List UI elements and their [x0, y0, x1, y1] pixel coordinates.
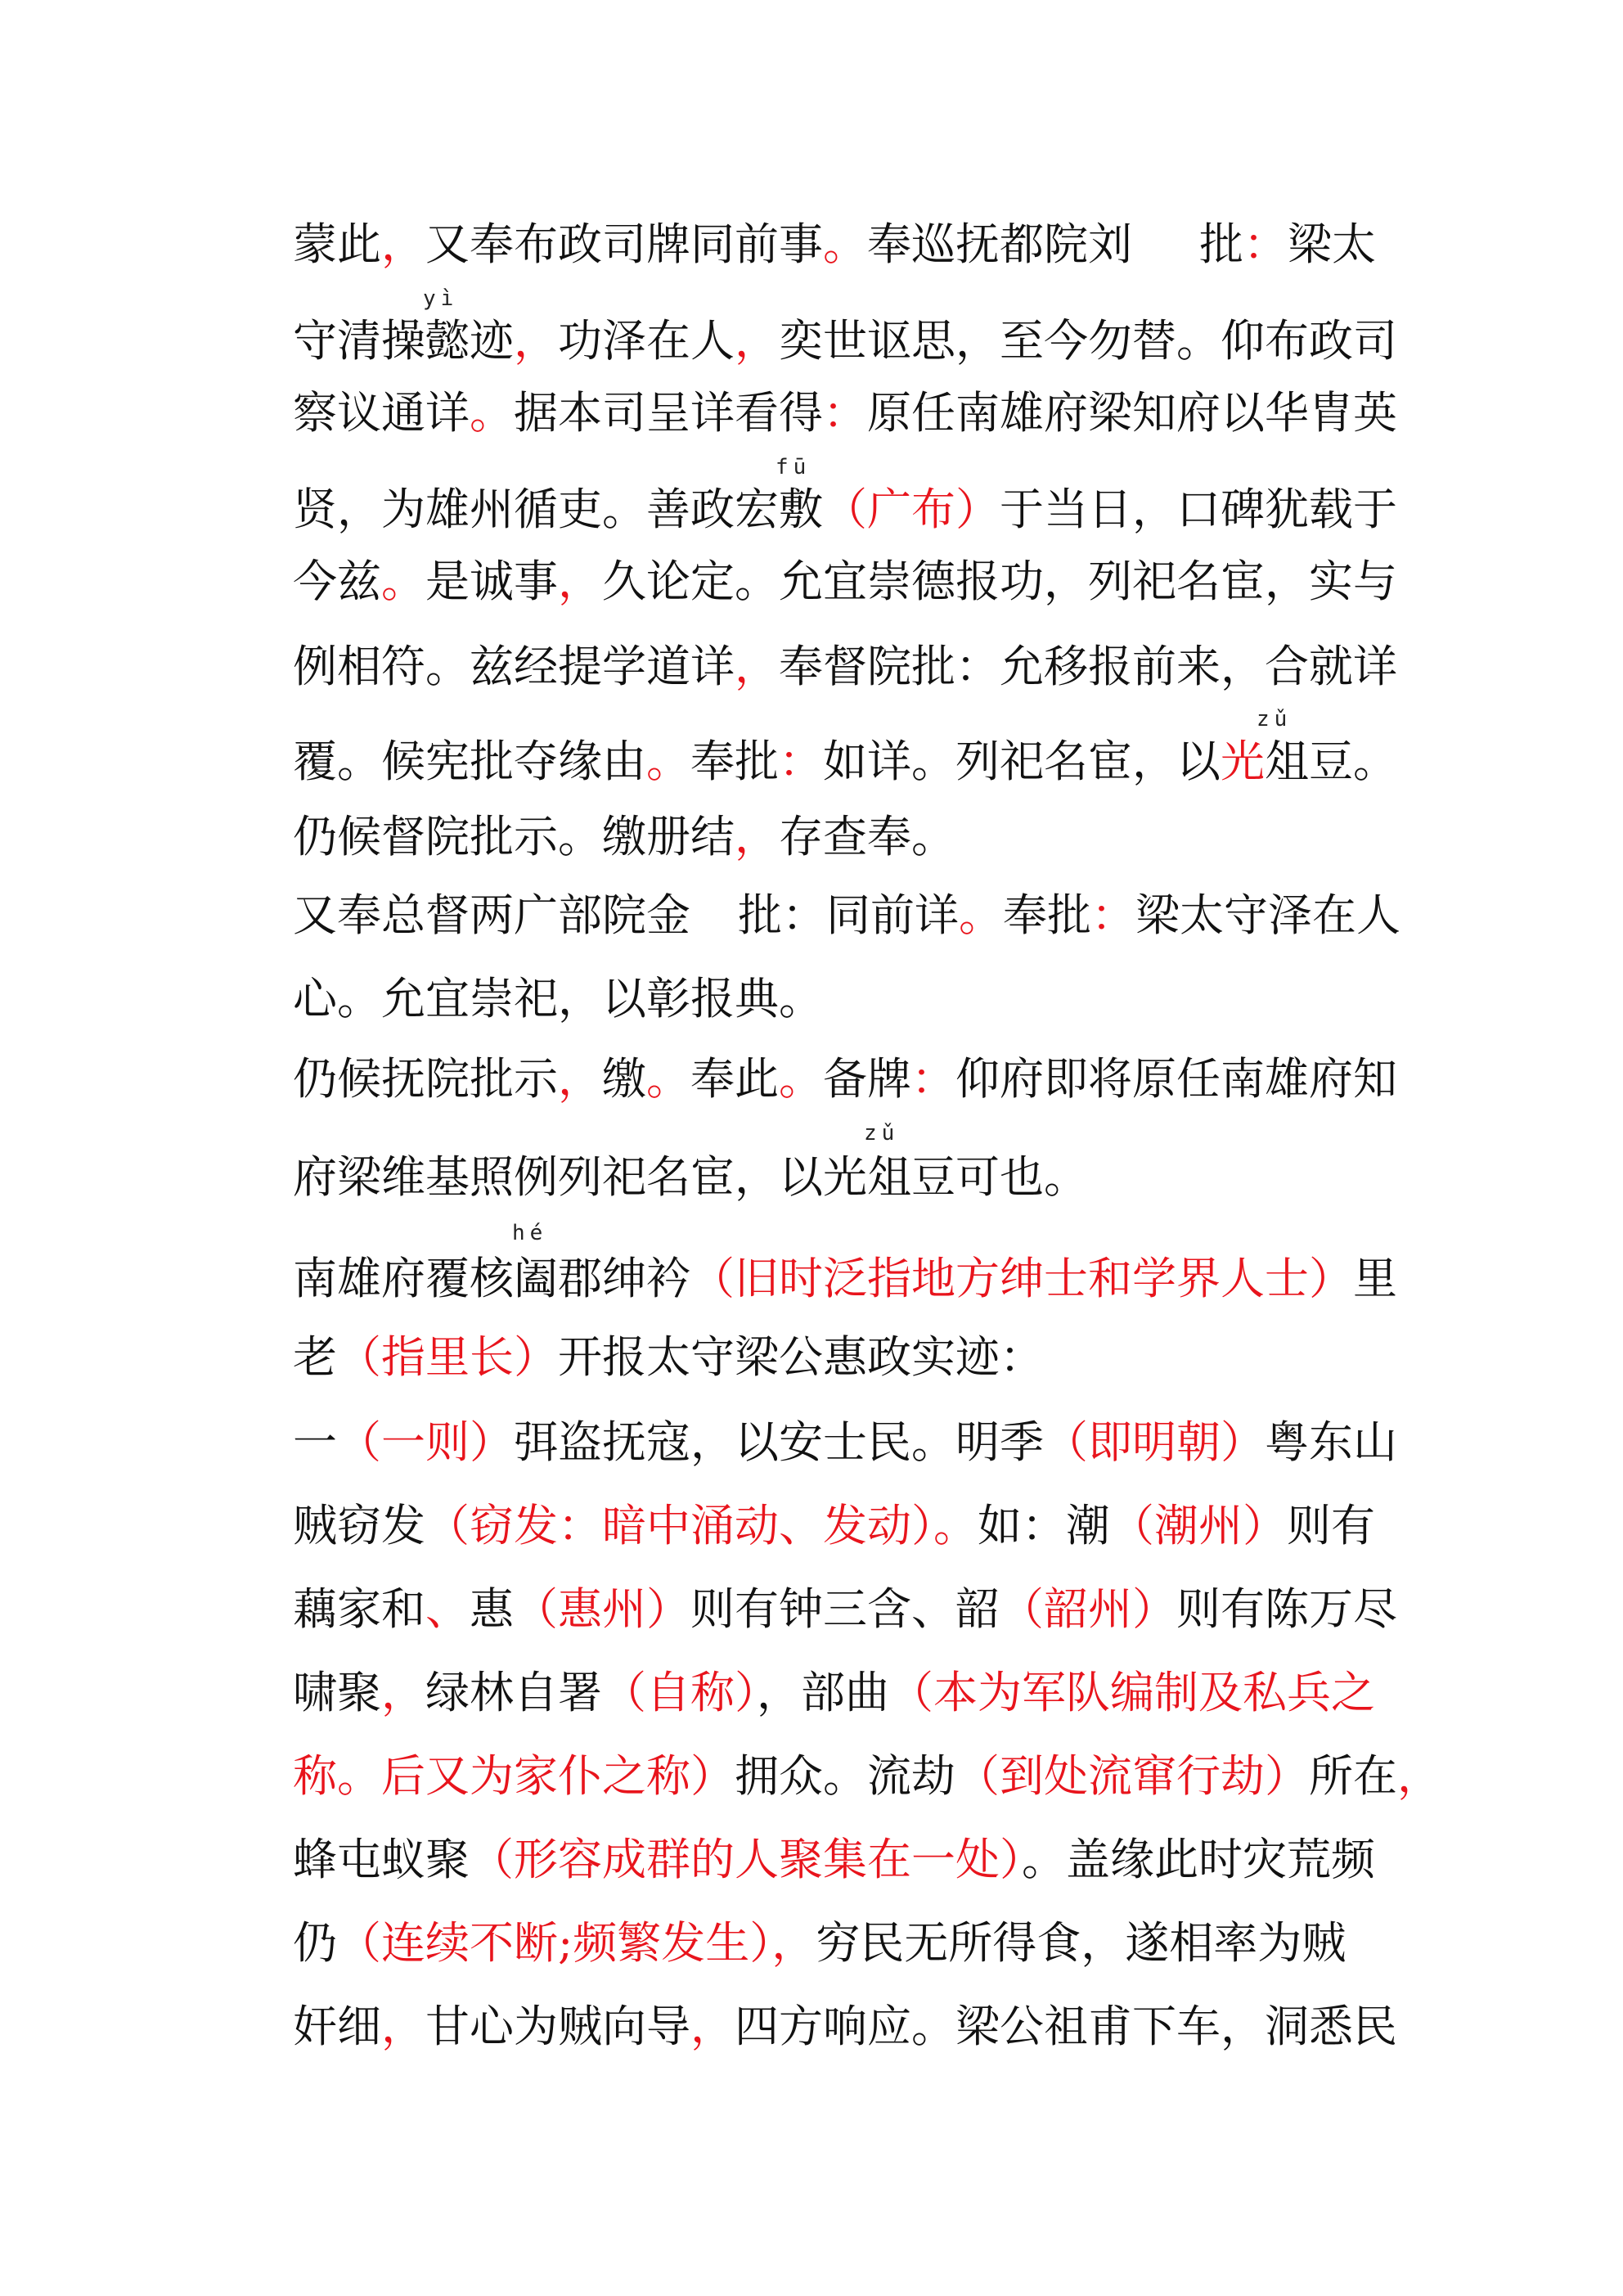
- pinyin-annotation: zǔ: [864, 1121, 900, 1146]
- pinyin-annotation: yì: [423, 286, 459, 311]
- text-line-17: 藕家和、惠（惠州）则有钟三含、韶（韶州）则有陈万尽: [293, 1583, 1397, 1635]
- text-line-6: 例相符。兹经提学道详，奉督院批：允移报前来，合就详: [293, 641, 1397, 692]
- text-line-10: 心。允宜崇祀，以彰报典。: [293, 973, 823, 1024]
- text-line-21: 仍（连续不断;频繁发生），穷民无所得食，遂相率为贼: [293, 1917, 1347, 1969]
- pinyin-annotation: hé: [512, 1221, 548, 1245]
- text-line-1: 蒙此，又奉布政司牌同前事。奉巡抚都院刘 批：梁太: [293, 218, 1376, 270]
- text-line-5: 今兹。是诚事，久论定。允宜崇德报功，列祀名宦，实与: [293, 556, 1397, 607]
- text-line-22: 奸细，甘心为贼向导，四方响应。梁公祖甫下车，洞悉民: [293, 2001, 1397, 2052]
- text-line-3: 察议通详。据本司呈详看得：原任南雄府梁知府以华胄英: [293, 387, 1397, 439]
- text-line-8: 仍候督院批示。缴册结，存查奉。: [293, 811, 955, 862]
- text-line-7: zǔ 覆。候宪批夺缘由。奉批：如详。列祀名宦，以光俎豆。: [293, 707, 1397, 787]
- pinyin-annotation: fū: [776, 455, 812, 479]
- text-line-9: 又奉总督两广部院金 批：同前详。奉批：梁太守泽在人: [293, 889, 1400, 941]
- text-line-14: 老（指里长）开报太守梁公惠政实迹：: [293, 1331, 1044, 1383]
- text-line-12: zǔ 府梁维基照例列祀名宦，以光俎豆可也。: [293, 1121, 1088, 1203]
- text-line-13: hé 南雄府覆核阖郡绅衿（旧时泛指地方绅士和学界人士）里: [293, 1221, 1397, 1304]
- text-line-15: 一（一则）弭盗抚寇，以安士民。明季（即明朝）粤东山: [293, 1416, 1397, 1468]
- text-line-18: 啸聚，绿林自署（自称），部曲（本为军队编制及私兵之: [293, 1667, 1375, 1718]
- text-line-19: 称。后又为家仆之称）拥众。流劫（到处流窜行劫）所在，: [293, 1750, 1441, 1802]
- pinyin-annotation: zǔ: [1257, 707, 1293, 732]
- text-line-16: 贼窃发（窃发：暗中涌动、发动）。如：潮（潮州）则有: [293, 1500, 1375, 1551]
- text-line-4: fū 贤，为雄州循吏。善政宏敷（广布）于当日，口碑犹载于: [293, 455, 1397, 535]
- text-line-2: yì 守清操懿迹，功泽在人，奕世讴思，至今勿替。仰布政司: [293, 286, 1397, 367]
- text-line-11: 仍候抚院批示，缴。奉此。备牌：仰府即将原任南雄府知: [293, 1053, 1397, 1105]
- text-line-20: 蜂屯蚁聚（形容成群的人聚集在一处）。盖缘此时灾荒频: [293, 1834, 1375, 1885]
